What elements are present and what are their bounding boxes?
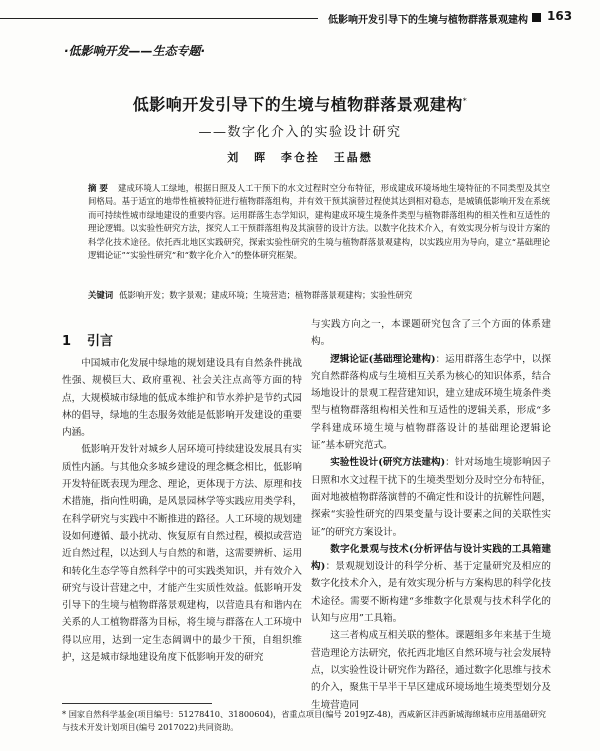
right-paragraph-1 [311, 351, 551, 455]
left-column [62, 355, 302, 666]
header-rule [0, 18, 318, 19]
header-block-mark [532, 13, 541, 22]
left-paragraph-2: 低影响开发针对城乡人居环境可持续建设发展具有实质性内涵。与其他众多城乡建设的理念概念相比，低影响开发特征既表现为理念、理论，更体现于方法、原理和技术措施，指向性明确，是风景园林学等实践应用类学科，在科学研究与实践中不断推进的路径。人工环境的规划建设如何遵循、最小扰动、恢复原有自然过程，模拟或营造近自然过程，以达到人与自然的和谐，这需要辨析、运用和转化生态学等自然科学中的可实践类知识，并有效介入研究与设计营建之中，才能产生实质性效益。低影响开发引导下的生境与植物群落景观建构，以营造具有和谐内在关系的人工植物群落为目标，将生境与群落在人工环境中得以应用，达到一定生态阔调中的最少干预，自组织维护，这是城市绿地建设角度下低影响开发的研究 [62, 444, 302, 664]
running-header [0, 0, 600, 32]
right-paragraph-1-text: ：运用群落生态学中，以探究自然群落构成与生境相互关系为核心的知识体系，结合场地设计的景观工程营建知识，建立建成环境生境条件类型与植物群落组构相关性和互适性的逻辑关系，形成“多学科建成环境生境与植物群落设计的基础理论逻辑论证”基本研究范式。 [311, 353, 551, 452]
keywords-label: 关键词 [88, 290, 114, 300]
right-column [311, 316, 551, 714]
column-tag: ·低影响开发——生态专题· [64, 44, 206, 58]
page-number: 163 [547, 9, 573, 23]
article-title-text: 低影响开发引导下的生境与植物群落景观建构 [132, 95, 463, 114]
article-title [0, 92, 600, 115]
keywords-text: 低影响开发；数字景观；建成环境；生境营造；植物群落景观建构；实验性研究 [119, 290, 413, 300]
abstract [88, 182, 550, 262]
right-paragraph-1-lead: 逻辑论证(基础理论建构) [330, 353, 436, 365]
keywords [88, 289, 550, 302]
article-subtitle: ——数字化介入的实验设计研究 [198, 125, 402, 140]
section-number: 1 [62, 334, 72, 349]
section-title: 引言 [87, 334, 114, 349]
right-paragraph-4: 这三者构成互相关联的整体。课题组多年来基于生境营造理论方法研究，依托西北地区自然环境与社会发展特点，以实验性设计研究作为路径，通过数字化思维与技术的介入，聚焦干旱半干旱区建成环境场地生境类型划分及生境营造同 [311, 630, 551, 711]
right-paragraph-3-text: ：景观规划设计的科学分析、基于定量研究及相应的数字化技术介入，是有效实现分析与方案构思的科学化技术途径。需要不断构建“多维数字化景观与技术科学化的认知与应用”工具箱。 [311, 561, 552, 625]
abstract-label: 摘 要 [88, 183, 108, 193]
right-paragraph-cont: 与实践方向之一，本课题研究包含了三个方面的体系建构。 [311, 319, 551, 348]
footnote-rule [62, 703, 212, 704]
authors: 刘 晖 李仓拴 王晶懋 [227, 151, 373, 164]
title-footnote-mark: * [462, 96, 468, 106]
right-paragraph-2 [311, 454, 551, 540]
left-paragraph-1: 中国城市化发展中绿地的规划建设具有自然条件挑战性强、规模巨大、政府重视、社会关注点高等方面的特点，大规模城市绿地的低成本维护和节水养护是节约式园林的倡导，绿地的生态服务效能是低影响开发建设的重要内涵。 [62, 358, 302, 439]
running-title: 低影响开发引导下的生境与植物群落景观建构 [328, 15, 528, 26]
right-paragraph-3 [311, 541, 551, 627]
right-paragraph-2-text: ：针对场地生境影响因子日照和水文过程干扰下的生境类型划分及时空分布特征，面对地被植物群落演替的不确定性和设计的抗解性问题，探索“实验性研究的四果变量与设计要素之间的关联性实证”的研究方案设计。 [311, 457, 552, 538]
right-paragraph-2-lead: 实验性设计(研究方法建构) [330, 457, 446, 469]
right-paragraph-3-lead: 数字化景观与技术(分析评估与设计实践的工具箱建构) [311, 543, 551, 573]
section-heading [62, 330, 113, 349]
footnote: * 国家自然科学基金(项目编号：51278410、31800604)，省重点项目(编号 2019JZ-48)，西咸新区沣西新城海绵城市应用基础研究与技术开发计划项目(编号 2017022)共同资助。 [62, 709, 547, 732]
abstract-text: 建成环境人工绿地，根据日照及人工干预下的水文过程时空分布特征，形成建成环境场地生境特征的不同类型及其空间格局。基于适宜的地带性植被特征进行植物群落组构，并有效干预其演替过程使其达到相对稳态，是城镇低影响开发在系统而可持续性城市绿地建设的重要内容。运用群落生态学知识，建构建成环境生境条件类型与植物群落组构的相关性和互适性的理论逻辑。以实验性研究方法，探究人工干预群落组构及其演替的设计方法。以数字化技术介入，有效实现分析与设计方案的科学化技术途径。依托西北地区实践研究，探索实验性研究的生境与植物群落景观建构，以实践应用为导向，建立“基础理论逻辑论证”“实验性研究”和“数字化介入”的整体研究框架。 [88, 183, 550, 261]
